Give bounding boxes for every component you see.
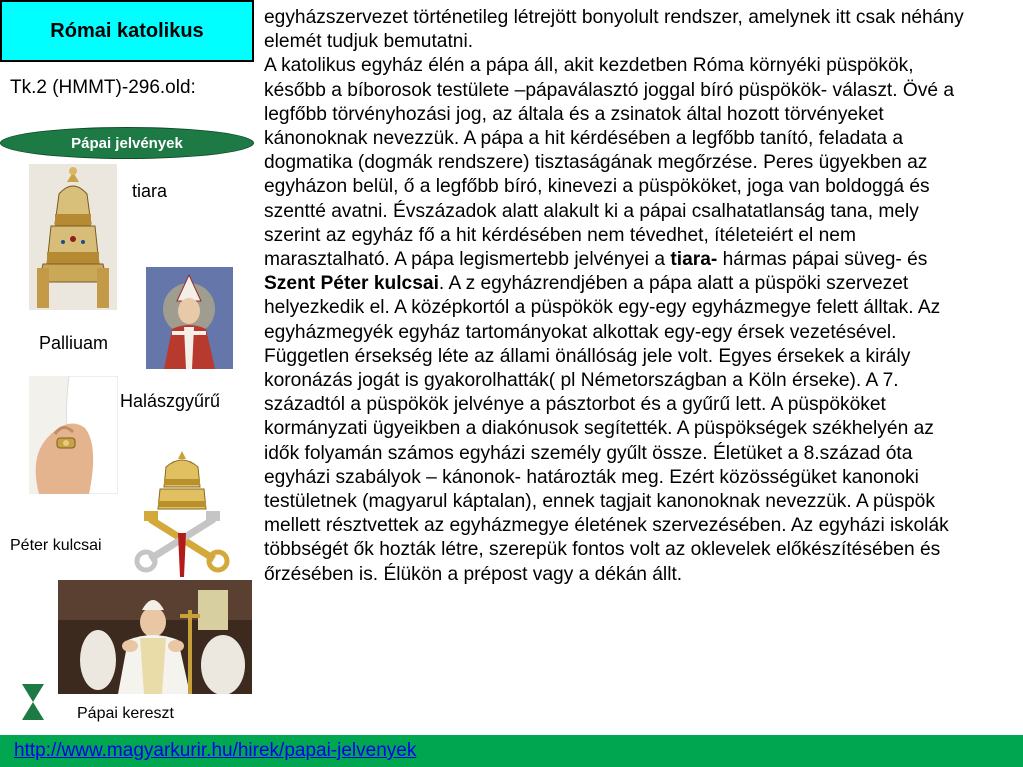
source-link[interactable]: http://www.magyarkurir.hu/hirek/papai-jelvenyek [14,740,417,761]
section-pill-label: Pápai jelvények [71,134,183,152]
pallium-image [146,267,233,369]
keys-label: Péter kulcsai [10,537,102,554]
cross-label: Pápai kereszt [77,705,174,722]
reference-text: Tk.2 (HMMT)-296.old: [10,77,196,98]
tiara-label: tiara [132,181,168,201]
page-title: Római katolikus [50,19,204,42]
hourglass-icon [22,684,44,725]
title-box [0,0,254,62]
tiara-image [29,164,117,310]
text-run: . A z egyházrendjében a pápa alatt a püspöki szervezet helyezkedik el. A középkortól a püspökök egy-egy egyházmegye felett álltak. Az egyházmegyék egyház tartományokat alkottak egy-egy érsek vezetésével. Független érsekség léte az állami önállóság jele volt. Egyes érsekek a király koronázás jogát is gyakorolhatták( pl Németországban a Köln érseke). A 7. századtól a püspökök jelvénye a pásztorbot és a gyűrű lett. A püspököket kormányzati ügyeikben a diakónusok segítették. A püspökségek székhelyén az idők folyamán számos egyházi személy gyűlt össze. Életüket a 8.század óta egyházi szabályok – kánonok- határozták meg. Ezért közösségüket kanonoki testületnek (magyarul káptalan), ennek tagjait kanonoknak nevezzük. A püspök mellett résztvettek az egyházmegye életének szervezésében. Az egyházi iskolák többségét ők hozták létre, szerepük fontos volt az oklevelek előkészítésében és őrzésében is. Élükön a prépost vagy a dékán állt. [264,273,949,585]
main-text [264,6,968,732]
bold-tiara: tiara- [670,249,718,271]
cross-image [58,580,252,694]
paragraph-main [264,54,968,586]
text-run: A katolikus egyház élén a pápa áll, akit kezdetben Róma környéki püspökök, később a bíborosok testülete –pápaválasztó joggal bíró püspökök- választ. Övé a legfőbb törvényhozási jog, az általa és a zsinatok által hozott törvényeket kánonoknak nevezzük. A pápa a hit kérdésében a legfőbb tanító, feladata a dogmatika (dogmák rendszere) tisztaságának megőrzése. Peres ügyekben az egyházon belül, ő a legfőbb bíró, kinevezi a püspököket, joga van boldoggá és szentté avatni. Évszázadok alatt alakult ki a pápai csalhatatlanság tana, mely szerint az egyház fő a hit kérdésében nem tévedhet, ítéleteiért el nem marasztalható. A pápa legismertebb jelvényei a [264,55,955,271]
text-run: hármas pápai süveg- és [717,249,928,271]
ring-label: Halászgyűrű [120,391,221,411]
ring-image [29,376,118,494]
section-pill [0,127,254,159]
footer-bar [0,735,1023,767]
pallium-label: Palliuam [39,333,109,353]
keys-image [132,449,232,579]
bold-keys: Szent Péter kulcsai [264,273,439,295]
paragraph-intro: egyházszervezet történetileg létrejött bonyolult rendszer, amelynek itt csak néhány elemét tudjuk bemutatni. [264,7,964,53]
